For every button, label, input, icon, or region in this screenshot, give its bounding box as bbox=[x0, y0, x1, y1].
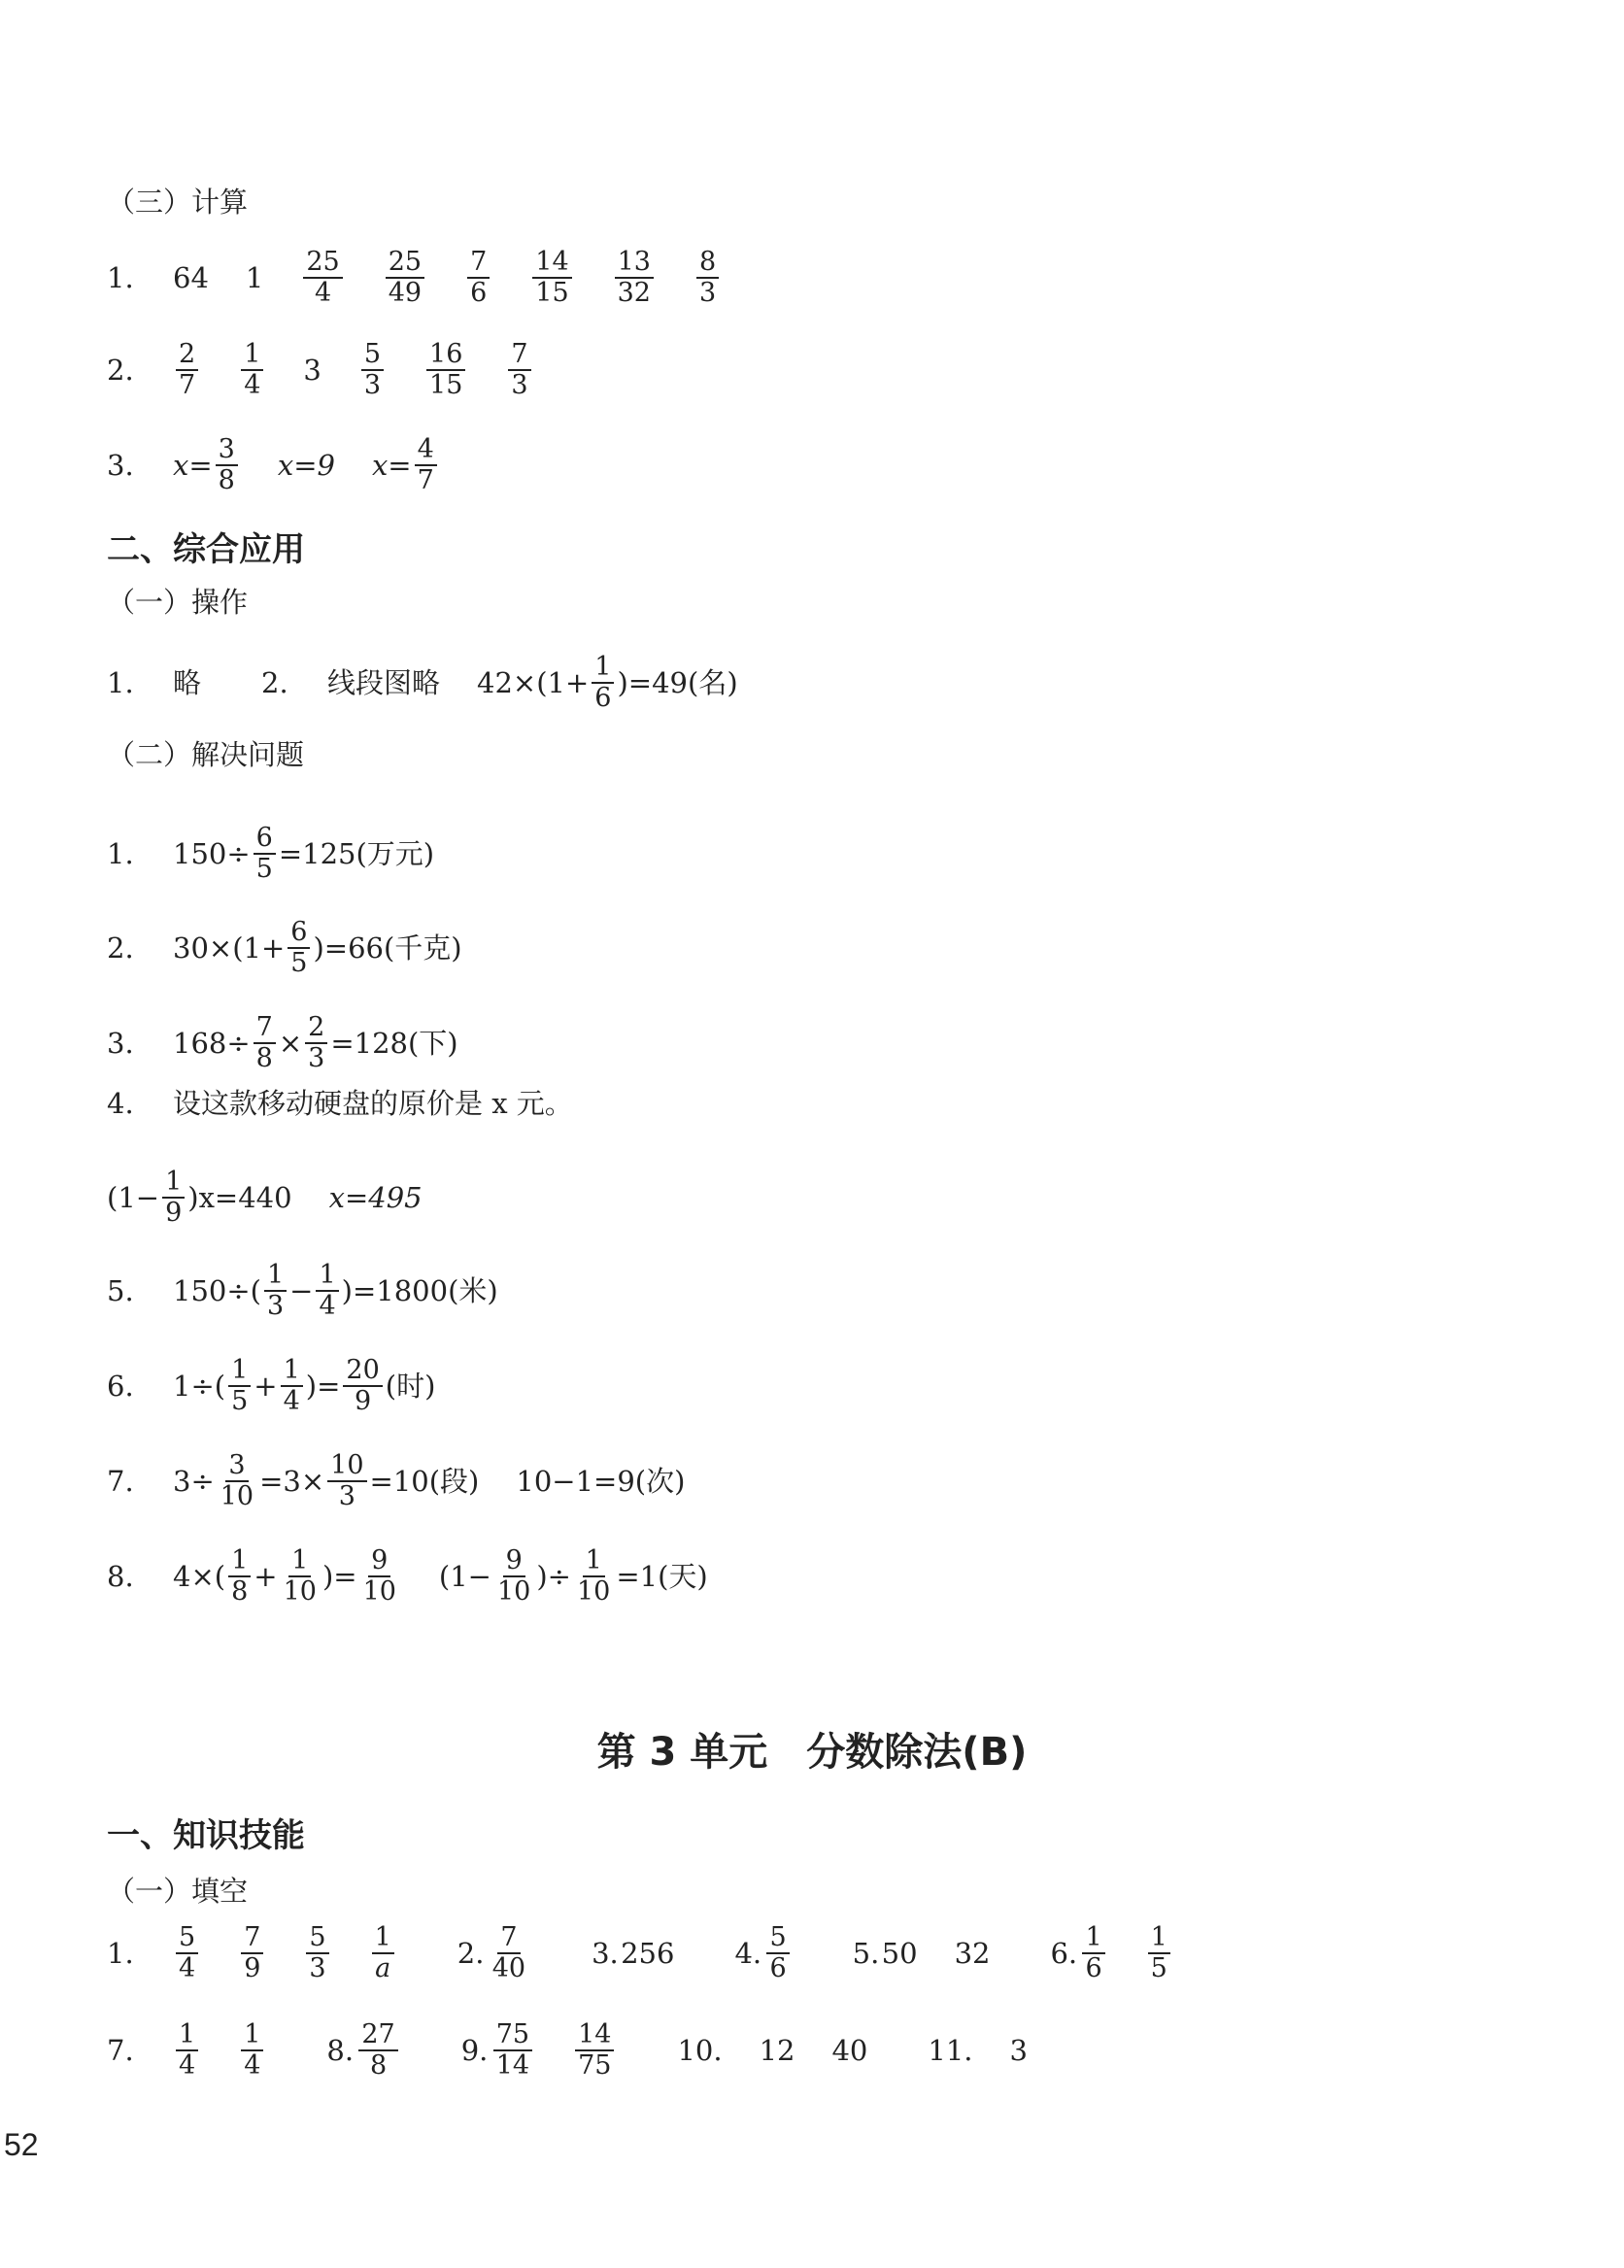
expression: =125(万元) bbox=[278, 836, 435, 870]
denominator: 10 bbox=[220, 1481, 254, 1512]
fraction bbox=[360, 1546, 399, 1607]
fraction bbox=[216, 435, 238, 495]
denominator: 6 bbox=[1085, 1953, 1102, 1984]
numerator: 1 bbox=[176, 2020, 198, 2051]
item-number: 8. bbox=[326, 2033, 355, 2067]
numerator: 1 bbox=[241, 2020, 263, 2051]
item-number: 7. bbox=[107, 2033, 134, 2067]
value: 12 bbox=[759, 2033, 795, 2067]
denominator: 75 bbox=[578, 2050, 612, 2082]
item-number: 11. bbox=[928, 2033, 973, 2067]
numerator: 7 bbox=[241, 1923, 263, 1954]
expression: 1÷( bbox=[173, 1369, 226, 1403]
fraction bbox=[162, 1168, 185, 1228]
fraction bbox=[467, 248, 490, 308]
item-number: 6. bbox=[107, 1369, 134, 1403]
fraction bbox=[281, 1356, 303, 1416]
value: 3 bbox=[1009, 2033, 1028, 2067]
numerator: 1 bbox=[281, 1356, 303, 1387]
fraction bbox=[358, 2020, 397, 2081]
denominator: 5 bbox=[1150, 1953, 1167, 1984]
section-calc-title: （三）计算 bbox=[107, 186, 249, 219]
operation-line bbox=[107, 653, 738, 713]
numerator: 5 bbox=[176, 1923, 198, 1954]
numerator: 1 bbox=[1082, 1923, 1104, 1954]
fraction bbox=[254, 1013, 276, 1073]
solve-line-3 bbox=[107, 1013, 458, 1073]
numerator: 14 bbox=[575, 2020, 614, 2051]
expression: 42×(1+ bbox=[477, 665, 590, 699]
denominator: a bbox=[375, 1953, 391, 1984]
numerator: 4 bbox=[415, 435, 437, 466]
numerator: 9 bbox=[503, 1546, 525, 1577]
numerator: 5 bbox=[766, 1923, 789, 1954]
item-number: 3. bbox=[107, 448, 134, 482]
fraction bbox=[176, 1923, 198, 1983]
value: 40 bbox=[831, 2033, 868, 2067]
fraction bbox=[615, 248, 654, 308]
item-number: 9. bbox=[460, 2033, 489, 2067]
denominator: 32 bbox=[617, 278, 651, 309]
fraction bbox=[426, 340, 465, 400]
fraction bbox=[218, 1451, 256, 1511]
denominator: 7 bbox=[417, 465, 434, 496]
item-number: 10. bbox=[677, 2033, 723, 2067]
item-number: 3. bbox=[592, 1936, 619, 1970]
fraction bbox=[264, 1261, 287, 1321]
denominator: 15 bbox=[429, 370, 463, 401]
answer-text: 线段图略 bbox=[327, 665, 441, 699]
item-number: 4. bbox=[734, 1936, 762, 1970]
denominator: 8 bbox=[231, 1576, 249, 1608]
fraction bbox=[327, 1451, 366, 1511]
fraction bbox=[305, 1013, 327, 1073]
numerator: 1 bbox=[264, 1261, 287, 1292]
denominator: 4 bbox=[179, 1953, 196, 1984]
denominator: 3 bbox=[308, 1043, 325, 1074]
operator: × bbox=[278, 1026, 303, 1060]
numerator: 1 bbox=[316, 1261, 338, 1292]
value: 1 bbox=[245, 260, 264, 294]
answer-text: 略 bbox=[173, 665, 202, 699]
solve-line-2 bbox=[107, 918, 462, 978]
denominator: 49 bbox=[388, 278, 423, 309]
solve-line-5 bbox=[107, 1261, 498, 1321]
item-number: 7. bbox=[107, 1464, 134, 1498]
numerator: 7 bbox=[467, 248, 490, 279]
item-number: 1. bbox=[107, 260, 134, 294]
item-number: 2. bbox=[261, 665, 288, 699]
subsection-operation: （一）操作 bbox=[107, 586, 249, 619]
numerator: 1 bbox=[288, 1546, 311, 1577]
expression: 10−1=9(次) bbox=[516, 1464, 686, 1498]
denominator: 5 bbox=[290, 948, 308, 979]
numerator: 20 bbox=[343, 1356, 382, 1387]
denominator: 15 bbox=[535, 278, 569, 309]
value: 256 bbox=[621, 1936, 675, 1970]
expression: 30×(1+ bbox=[173, 931, 286, 965]
calc-line-3 bbox=[107, 435, 440, 495]
item-number: 5. bbox=[107, 1273, 134, 1307]
fraction bbox=[696, 248, 719, 308]
operator: − bbox=[289, 1273, 314, 1307]
operator: + bbox=[254, 1369, 278, 1403]
denominator: 5 bbox=[231, 1386, 249, 1417]
expression: )x=440 bbox=[187, 1180, 292, 1214]
numerator: 1 bbox=[228, 1356, 251, 1387]
numerator: 7 bbox=[497, 1923, 520, 1954]
denominator: 40 bbox=[491, 1953, 526, 1984]
denominator: 4 bbox=[319, 1291, 336, 1322]
fraction bbox=[254, 824, 276, 884]
fill-line-2 bbox=[107, 2020, 1028, 2081]
fill-line-1 bbox=[107, 1923, 1173, 1983]
fraction bbox=[508, 340, 530, 400]
numerator: 2 bbox=[176, 340, 198, 371]
denominator: 3 bbox=[363, 370, 382, 401]
item-number: 4. bbox=[107, 1087, 134, 1120]
section-heading-2: 二、综合应用 bbox=[107, 530, 305, 569]
item-number: 2. bbox=[457, 1936, 485, 1970]
numerator: 1 bbox=[372, 1923, 394, 1954]
expression: )=66(千克) bbox=[313, 931, 462, 965]
denominator: 6 bbox=[470, 278, 488, 309]
fraction bbox=[574, 1546, 613, 1607]
fraction bbox=[493, 2020, 532, 2081]
denominator: 10 bbox=[497, 1576, 531, 1608]
expression: =1(天) bbox=[616, 1559, 708, 1593]
item-number: 3. bbox=[107, 1026, 134, 1060]
expression: (时) bbox=[385, 1369, 436, 1403]
item-number: 1. bbox=[107, 836, 134, 870]
fraction bbox=[228, 1546, 251, 1607]
item-number: 1. bbox=[107, 1936, 134, 1970]
fraction bbox=[1148, 1923, 1170, 1983]
expression: x=495 bbox=[328, 1180, 423, 1214]
fraction bbox=[361, 340, 384, 400]
numerator: 8 bbox=[696, 248, 719, 279]
page-number: 52 bbox=[4, 2127, 39, 2162]
denominator: 6 bbox=[769, 1953, 787, 1984]
expression: )=49(名) bbox=[617, 665, 738, 699]
numerator: 13 bbox=[615, 248, 654, 279]
denominator: 14 bbox=[495, 2050, 530, 2082]
denominator: 3 bbox=[511, 370, 528, 401]
item-number: 5. bbox=[852, 1936, 880, 1970]
denominator: 4 bbox=[283, 1386, 300, 1417]
numerator: 1 bbox=[1148, 1923, 1170, 1954]
numerator: 25 bbox=[303, 248, 342, 279]
numerator: 5 bbox=[361, 340, 384, 371]
expression: =128(下) bbox=[330, 1026, 458, 1060]
numerator: 9 bbox=[368, 1546, 390, 1577]
numerator: 7 bbox=[254, 1013, 276, 1044]
fraction bbox=[415, 435, 437, 495]
value: 3 bbox=[303, 353, 321, 387]
numerator: 6 bbox=[254, 824, 276, 855]
expression: (1− bbox=[107, 1180, 160, 1214]
fraction bbox=[1082, 1923, 1104, 1983]
denominator: 3 bbox=[698, 278, 717, 309]
calc-line-2 bbox=[107, 340, 534, 400]
numerator: 1 bbox=[583, 1546, 605, 1577]
expression: =10(段) bbox=[369, 1464, 480, 1498]
value: 64 bbox=[173, 260, 209, 294]
expression: 4×( bbox=[173, 1559, 226, 1593]
expression: )=1800(米) bbox=[341, 1273, 498, 1307]
numerator: 27 bbox=[358, 2020, 397, 2051]
numerator: 16 bbox=[426, 340, 465, 371]
expression: 168÷ bbox=[173, 1026, 251, 1060]
equation: x=9 bbox=[277, 448, 335, 482]
denominator: 3 bbox=[266, 1291, 285, 1322]
numerator: 5 bbox=[306, 1923, 328, 1954]
section-heading-1: 一、知识技能 bbox=[107, 1816, 305, 1855]
numerator: 2 bbox=[305, 1013, 327, 1044]
denominator: 3 bbox=[309, 1953, 326, 1984]
fraction bbox=[766, 1923, 789, 1983]
numerator: 1 bbox=[592, 653, 614, 684]
item-number: 2. bbox=[107, 353, 134, 387]
solve-line-7 bbox=[107, 1451, 685, 1511]
subsection-fill: （一）填空 bbox=[107, 1875, 249, 1908]
calc-line-1 bbox=[107, 248, 722, 308]
fraction bbox=[176, 2020, 198, 2081]
equation: x= bbox=[173, 448, 213, 482]
solve-line-4 bbox=[107, 1087, 573, 1120]
subsection-solve: （二）解决问题 bbox=[107, 738, 305, 771]
fraction bbox=[490, 1923, 528, 1983]
numerator: 1 bbox=[241, 340, 263, 371]
expression: 150÷( bbox=[173, 1273, 261, 1307]
denominator: 3 bbox=[338, 1481, 355, 1512]
fraction bbox=[228, 1356, 251, 1416]
expression: =3× bbox=[259, 1464, 325, 1498]
solve-line-8 bbox=[107, 1546, 708, 1607]
denominator: 5 bbox=[255, 854, 273, 885]
fraction bbox=[241, 340, 263, 400]
fraction bbox=[241, 2020, 263, 2081]
numerator: 3 bbox=[216, 435, 238, 466]
fraction bbox=[288, 918, 310, 978]
fraction bbox=[281, 1546, 320, 1607]
item-number: 6. bbox=[1050, 1936, 1078, 1970]
numerator: 6 bbox=[288, 918, 310, 949]
fraction bbox=[372, 1923, 394, 1983]
fraction bbox=[592, 653, 614, 713]
numerator: 1 bbox=[228, 1546, 251, 1577]
expression: )= bbox=[305, 1369, 341, 1403]
denominator: 4 bbox=[244, 370, 261, 401]
value: 32 bbox=[954, 1936, 991, 1970]
fraction bbox=[316, 1261, 338, 1321]
item-number: 1. bbox=[107, 665, 134, 699]
denominator: 8 bbox=[255, 1043, 273, 1074]
expression: )÷ bbox=[536, 1559, 571, 1593]
denominator: 10 bbox=[283, 1576, 317, 1608]
fraction bbox=[343, 1356, 382, 1416]
answer-text: 设这款移动硬盘的原价是 x 元。 bbox=[173, 1087, 573, 1120]
denominator: 6 bbox=[594, 683, 612, 714]
numerator: 7 bbox=[508, 340, 530, 371]
equation: x= bbox=[371, 448, 412, 482]
fraction bbox=[241, 1923, 263, 1983]
expression: (1− bbox=[438, 1559, 491, 1593]
numerator: 3 bbox=[225, 1451, 248, 1482]
fraction bbox=[303, 248, 342, 308]
unit-title: 第 3 单元 分数除法(B) bbox=[596, 1730, 1028, 1775]
denominator: 10 bbox=[576, 1576, 611, 1608]
numerator: 25 bbox=[386, 248, 424, 279]
item-number: 8. bbox=[107, 1559, 134, 1593]
denominator: 4 bbox=[244, 2050, 261, 2082]
item-number: 2. bbox=[107, 931, 134, 965]
denominator: 4 bbox=[314, 278, 332, 309]
denominator: 10 bbox=[362, 1576, 396, 1608]
fraction bbox=[494, 1546, 533, 1607]
solve-line-1 bbox=[107, 824, 434, 884]
fraction bbox=[532, 248, 571, 308]
denominator: 4 bbox=[179, 2050, 196, 2082]
denominator: 8 bbox=[369, 2050, 388, 2082]
fraction bbox=[306, 1923, 328, 1983]
value: 50 bbox=[881, 1936, 918, 1970]
numerator: 10 bbox=[327, 1451, 366, 1482]
expression: 3÷ bbox=[173, 1464, 215, 1498]
expression: )= bbox=[321, 1559, 357, 1593]
denominator: 8 bbox=[218, 465, 235, 496]
numerator: 75 bbox=[493, 2020, 532, 2051]
solve-line-4-eq bbox=[107, 1168, 423, 1228]
denominator: 9 bbox=[165, 1198, 183, 1229]
fraction bbox=[575, 2020, 614, 2081]
solve-line-6 bbox=[107, 1356, 435, 1416]
denominator: 9 bbox=[244, 1953, 261, 1984]
expression: 150÷ bbox=[173, 836, 251, 870]
fraction bbox=[386, 248, 424, 308]
numerator: 14 bbox=[532, 248, 571, 279]
operator: + bbox=[254, 1559, 278, 1593]
numerator: 1 bbox=[162, 1168, 185, 1199]
denominator: 9 bbox=[354, 1386, 372, 1417]
fraction bbox=[176, 340, 198, 400]
denominator: 7 bbox=[179, 370, 196, 401]
